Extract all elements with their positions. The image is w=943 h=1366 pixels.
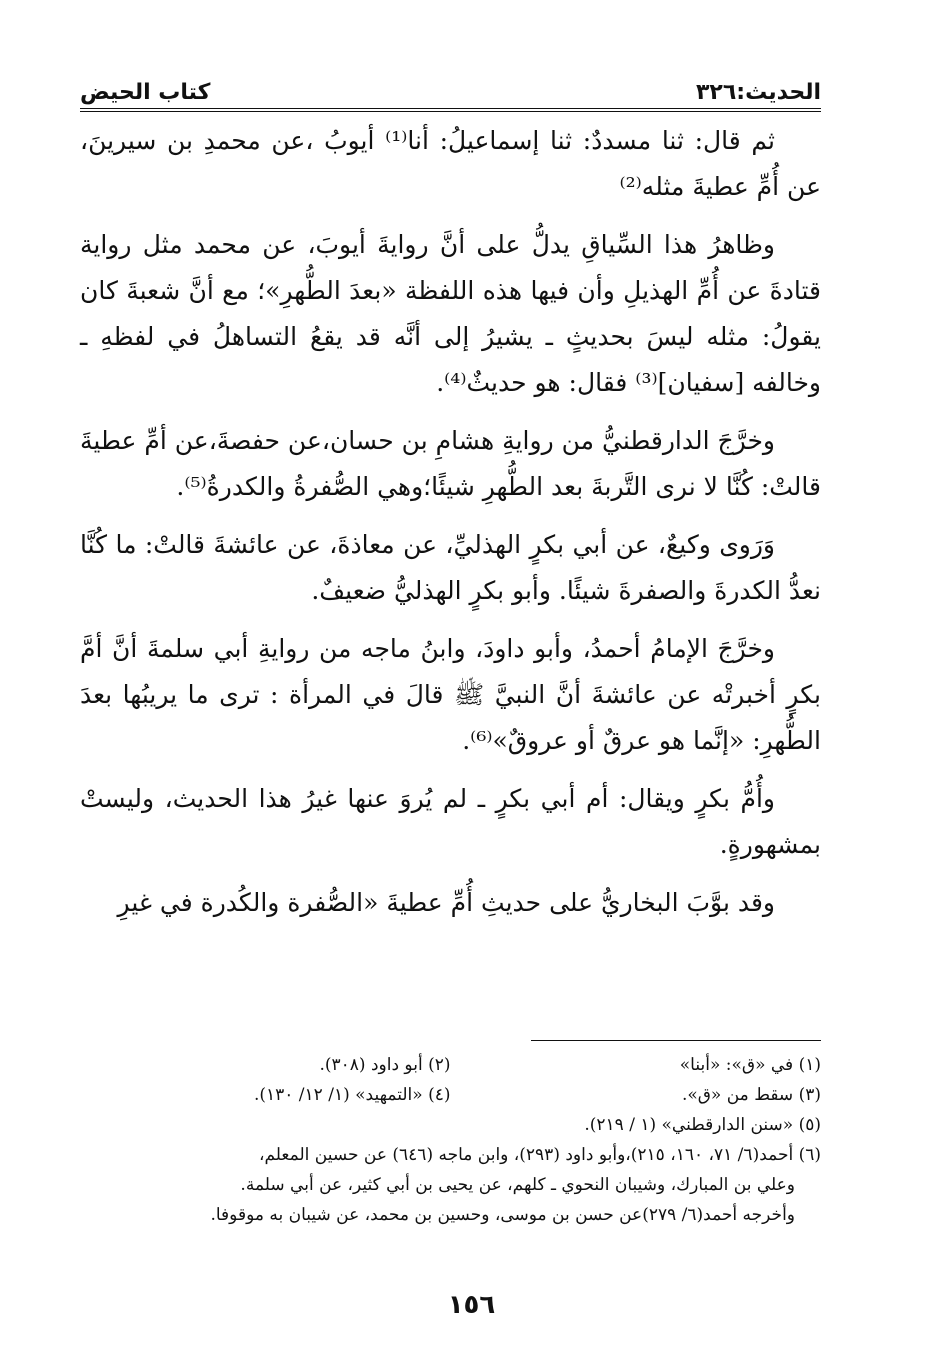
- chapter-title: كتاب الحيض: [80, 80, 211, 105]
- running-header: [80, 58, 821, 104]
- footnote-5: (٥) «سنن الدارقطني» (١ / ٢١٩).: [584, 1115, 821, 1135]
- paragraph-6: وأُمُّ بكرٍ ويقال: أم أبي بكرٍ ـ لم يُروَ عنها غيرُ هذا الحديث، وليستْ بمشهورةٍ.: [80, 784, 821, 859]
- footnote-row-2: [80, 1080, 821, 1110]
- footnote-4: (٤) «التمهيد» (١/ ١٢/ ١٣٠).: [253, 1085, 451, 1105]
- footnote-separator: [531, 1040, 821, 1041]
- footnote-6-line-1: (٦) أحمد(٦/ ٧١، ١٦٠، ٢١٥)،وأبو داود (٢٩٣)، وابن ماجه (٦٤٦) عن حسين المعلم،: [258, 1145, 821, 1165]
- footnotes: [80, 1050, 821, 1230]
- footnote-6-line-2: وعلي بن المبارك، وشيبان النحوي ـ كلهم، عن يحيى بن أبي كثير، عن أبي سلمة.: [240, 1175, 795, 1195]
- footnote-2: (٢) أبو داود (٣٠٨).: [319, 1055, 451, 1075]
- header-rule-thick: [80, 108, 821, 112]
- page-number: ١٥٦: [447, 1290, 496, 1320]
- footnote-row-1: [80, 1050, 821, 1080]
- footnote-1: (١) في «ق»: «أبنا»: [679, 1055, 821, 1075]
- footnote-6-line-3: وأخرجه أحمد(٦/ ٢٧٩)عن حسن بن موسى، وحسين بن محمد، عن شيبان به موقوفا.: [210, 1205, 795, 1225]
- paragraph-1: ثم قال: ثنا مسددٌ: ثنا إسماعيلُ: أنا⁽¹⁾ أيوبُ ،عن محمدِ بن سيرينَ، عن أُمِّ عطيةَ مثله⁽²⁾: [80, 126, 821, 201]
- paragraph-5: وخرَّجَ الإمامُ أحمدُ، وأبو داودَ، وابنُ ماجه من روايةِ أبي سلمةَ أنَّ أمَّ بكرٍ أخبرتْه عن عائشةَ أنَّ النبيَّ ﷺ قالَ في المرأة : ترى ما يريبُها بعدَ الطُّهرِ: «إنَّما هو عرقٌ أو عروقٌ»⁽⁶⁾.: [80, 634, 821, 755]
- paragraph-3: وخرَّجَ الدارقطنيُّ من روايةِ هشامِ بن حسان،عن حفصةَ،عن أمِّ عطيةَ قالتْ: كُنَّا لا نرى التَّربةَ بعد الطُّهرِ شيئًا؛وهي الصُّفرةُ والكدرةُ⁽⁵⁾.: [80, 426, 821, 501]
- main-text: [80, 118, 821, 926]
- hadith-number-heading: الحديث:٣٢٦: [695, 80, 821, 105]
- footnote-3: (٣) سقط من «ق».: [681, 1085, 821, 1105]
- paragraph-7: وقد بوَّبَ البخاريُّ على حديثِ أُمِّ عطيةَ «الصُّفرة والكُدرة في غيرِ: [117, 888, 775, 917]
- paragraph-2: وظاهرُ هذا السِّياقِ يدلُّ على أنَّ روايةَ أيوبَ، عن محمد مثل رواية قتادةَ عن أُمِّ الهذيلِ وأن فيها هذه اللفظة «بعدَ الطُّهرِ»؛ مع أنَّ شعبةَ كان يقولُ: مثله ليسَ بحديثٍ ـ يشيرُ إلى أنَّه قد يقعُ التساهلُ في لفظهِ ـ وخالفه [سفيان]⁽³⁾ فقال: هو حديثٌ⁽⁴⁾.: [80, 230, 821, 397]
- paragraph-4: وَرَوى وكيعٌ، عن أبي بكرٍ الهذليِّ، عن معاذةَ، عن عائشةَ قالتْ: ما كُنَّا نعدُّ الكدرةَ والصفرةَ شيئًا. وأبو بكرٍ الهذليُّ ضعيفٌ.: [80, 530, 821, 605]
